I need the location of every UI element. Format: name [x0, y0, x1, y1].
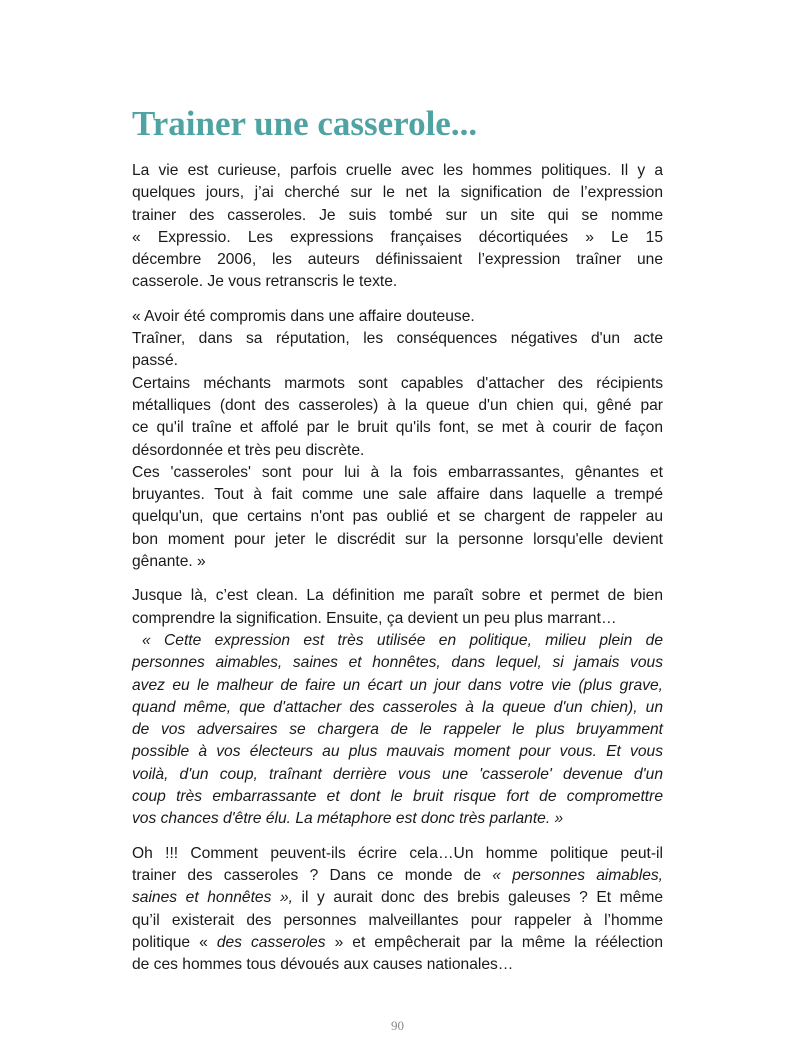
text-segment: politique « — [132, 933, 217, 951]
body-text — [132, 160, 663, 976]
text-line — [132, 887, 663, 909]
page-number: 90 — [391, 1018, 404, 1033]
italic-quote-line: personnes aimables, saines et honnêtes, dans lequel, si jamais vous — [132, 654, 663, 672]
text-line: bruyantes. Tout à fait comme une sale affaire dans laquelle a trempé — [132, 486, 663, 504]
text-line: casserole. Je vous retranscris le texte. — [132, 273, 398, 291]
text-line: trainer des casseroles. Je suis tombé sur un site qui se nomme — [132, 206, 663, 224]
paragraph-intro — [132, 160, 663, 294]
text-line: Traîner, dans sa réputation, les conséquences négatives d'un acte — [132, 330, 663, 348]
text-line: métalliques (dont des casseroles) à la queue d'un chien qui, gêné par — [132, 396, 663, 414]
italic-quote-line: coup très embarrassante et dont le bruit risque fort de compromettre — [132, 788, 663, 806]
paragraph-conclusion — [132, 843, 663, 977]
text-line — [132, 932, 663, 954]
italic-quote-line: de vos adversaires se chargera de le rappeler le plus bruyamment — [132, 721, 663, 739]
text-line: passé. — [132, 352, 178, 370]
text-line: Ces 'casseroles' sont pour lui à la fois embarrassantes, gênantes et — [132, 463, 663, 481]
text-line: de ces hommes tous dévoués aux causes nationales… — [132, 956, 514, 974]
text-line: « Expressio. Les expressions françaises décortiquées » Le 15 — [132, 228, 663, 246]
italic-quote-line: quand même, que d'attacher des casseroles à la queue d'un chien), un — [132, 698, 663, 716]
text-line: gênante. » — [132, 553, 206, 571]
italic-quote-line: vos chances d'être élu. La métaphore est donc très parlante. » — [132, 810, 564, 828]
text-line: Jusque là, c’est clean. La définition me paraît sobre et permet de bien — [132, 587, 663, 605]
italic-quote-line: avez eu le malheur de faire un écart un jour dans votre vie (plus grave, — [132, 676, 663, 694]
text-line: ce qu'il traîne et affolé par le bruit qu'ils font, se met à courir de façon — [132, 419, 663, 437]
text-line: « Avoir été compromis dans une affaire douteuse. — [132, 307, 475, 325]
italic-segment: saines et honnêtes », — [132, 889, 293, 907]
text-line: Certains méchants marmots sont capables d'attacher des récipients — [132, 374, 663, 392]
text-line: quelqu'un, que certains n'ont pas oublié et se chargent de rappeler au — [132, 508, 663, 526]
text-line — [132, 865, 663, 887]
text-line: comprendre la signification. Ensuite, ça devient un peu plus marrant… — [132, 609, 617, 627]
italic-quote-line: voilà, d'un coup, traînant derrière vous une 'casserole' devenue d'un — [132, 765, 663, 783]
italic-quote-line: possible à vos électeurs au plus mauvais moment pour vous. Et vous — [132, 743, 663, 761]
text-line: qu’il existerait des personnes malveillantes pour rappeler à l’homme — [132, 911, 663, 929]
text-segment: trainer des casseroles ? Dans ce monde de — [132, 866, 493, 884]
text-line: décembre 2006, les auteurs définissaient l’expression traîner une — [132, 251, 663, 269]
paragraph-commentary — [132, 585, 663, 830]
page-title: Trainer une casserole... — [132, 104, 478, 143]
text-line: La vie est curieuse, parfois cruelle avec les hommes politiques. Il y a — [132, 162, 663, 179]
text-line: Oh !!! Comment peuvent-ils écrire cela…Un homme politique peut-il — [132, 844, 663, 862]
italic-quote-line: « Cette expression est très utilisée en politique, milieu plein de — [142, 631, 663, 649]
text-line: désordonnée et très peu discrète. — [132, 441, 365, 459]
text-line: bon moment pour jeter le discrédit sur la personne lorsqu'elle devient — [132, 530, 663, 548]
text-segment: » et empêcherait par la même la réélection — [325, 933, 664, 951]
paragraph-definition-quote — [132, 306, 663, 574]
text-segment: il y aurait donc des brebis galeuses ? Et même — [292, 889, 663, 907]
italic-segment: des casseroles — [216, 933, 326, 951]
text-line: quelques jours, j’ai cherché sur le net la signification de l’expression — [132, 184, 663, 202]
italic-segment: « personnes aimables, — [492, 866, 663, 884]
